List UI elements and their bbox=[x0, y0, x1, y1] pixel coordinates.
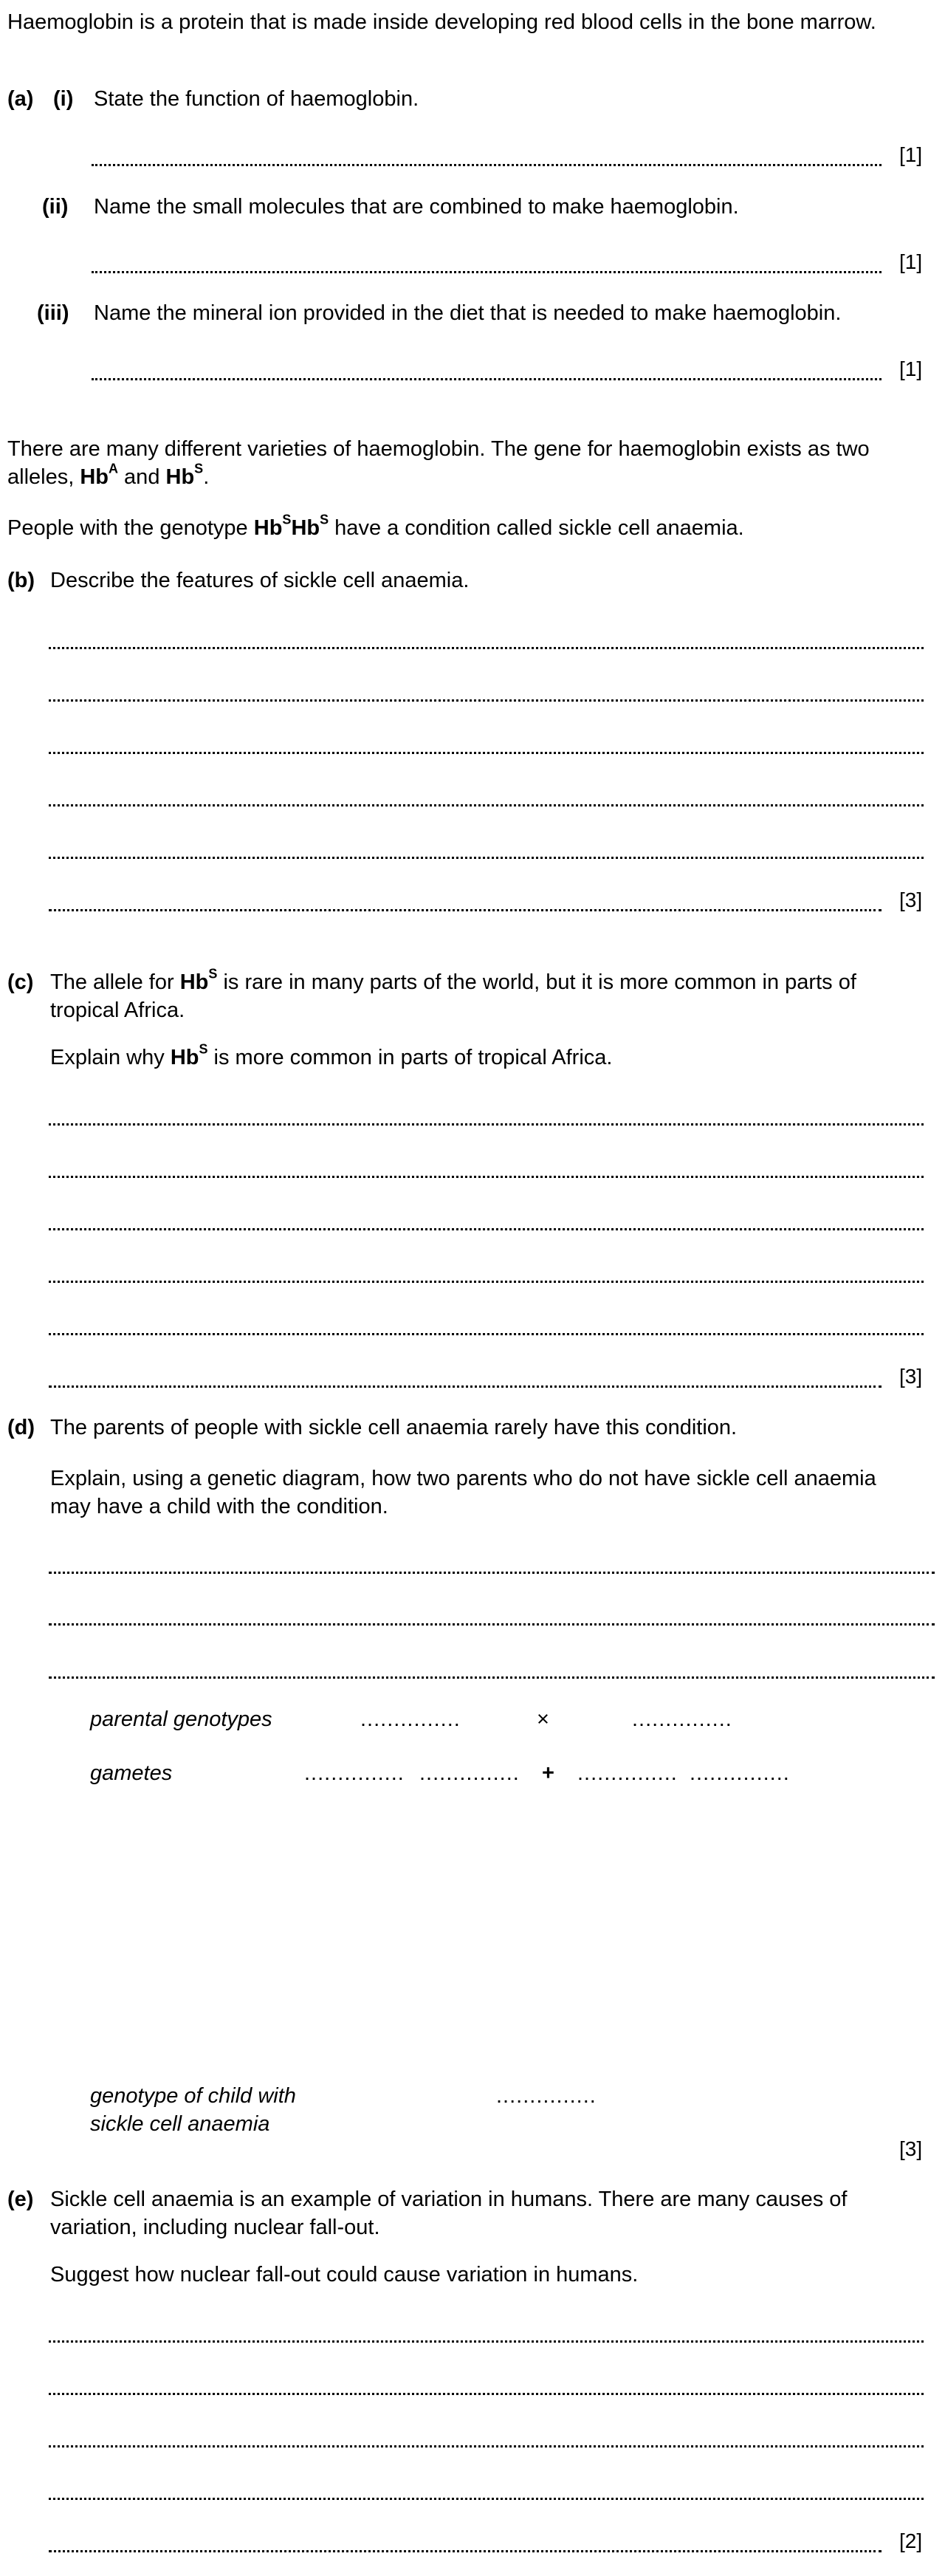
child-genotype-blank[interactable]: ............... bbox=[496, 2084, 597, 2108]
part-c-label: (c) bbox=[7, 970, 34, 994]
parent-1-blank[interactable]: ............... bbox=[360, 1707, 461, 1731]
part-b-question: Describe the features of sickle cell anaemia. bbox=[50, 569, 470, 592]
part-a-label: (a) bbox=[7, 87, 34, 111]
plus-symbol: + bbox=[542, 1761, 554, 1785]
answer-line[interactable] bbox=[49, 2340, 924, 2343]
marks-e: [2] bbox=[899, 2529, 923, 2552]
varieties-text: There are many different varieties of haemoglobin. The gene for haemoglobin exists as two alleles, $Hb^A$ and $Hb^S$. bbox=[7, 437, 870, 489]
answer-line[interactable] bbox=[49, 647, 924, 649]
answer-line[interactable] bbox=[92, 271, 882, 273]
gametes-label: gametes bbox=[90, 1761, 173, 1785]
part-a-iii-label: (iii) bbox=[37, 301, 69, 325]
answer-line[interactable] bbox=[49, 1385, 882, 1388]
answer-line[interactable] bbox=[49, 2550, 882, 2552]
part-e-question-1: Sickle cell anaemia is an example of variation in humans. There are many causes of variation, including nuclear fall-out. bbox=[50, 2188, 848, 2239]
child-genotype-label: genotype of child with sickle cell anaemia bbox=[90, 2084, 296, 2136]
answer-line[interactable] bbox=[49, 1333, 924, 1335]
gamete-2-blank[interactable]: ............... bbox=[419, 1761, 520, 1785]
marks-c: [3] bbox=[899, 1365, 923, 1388]
marks-a-i: [1] bbox=[899, 143, 923, 166]
answer-line[interactable] bbox=[49, 699, 924, 702]
part-a-ii-label: (ii) bbox=[42, 195, 69, 219]
part-e-question-2: Suggest how nuclear fall-out could cause variation in humans. bbox=[50, 2263, 639, 2286]
answer-line[interactable] bbox=[49, 857, 924, 859]
answer-line[interactable] bbox=[49, 2445, 924, 2447]
marks-a-ii: [1] bbox=[899, 250, 923, 273]
gamete-1-blank[interactable]: ............... bbox=[304, 1761, 405, 1785]
answer-line[interactable] bbox=[49, 1281, 924, 1283]
cross-symbol: × bbox=[537, 1707, 549, 1731]
part-a-ii-question: Name the small molecules that are combined to make haemoglobin. bbox=[94, 195, 739, 219]
genotype-sentence: People with the genotype $Hb^SHb^S$ have a condition called sickle cell anaemia. bbox=[7, 512, 744, 540]
part-a-iii-question: Name the mineral ion provided in the diet that is needed to make haemoglobin. bbox=[94, 301, 842, 325]
parent-2-blank[interactable]: ............... bbox=[632, 1707, 732, 1731]
answer-line[interactable] bbox=[49, 2393, 924, 2395]
answer-line[interactable] bbox=[92, 378, 882, 380]
answer-line[interactable] bbox=[49, 1676, 935, 1679]
answer-line[interactable] bbox=[49, 1572, 935, 1574]
marks-a-iii: [1] bbox=[899, 357, 923, 380]
gamete-4-blank[interactable]: ............... bbox=[690, 1761, 790, 1785]
answer-line[interactable] bbox=[92, 164, 882, 166]
part-d-label: (d) bbox=[7, 1416, 35, 1439]
part-a-i-question: State the function of haemoglobin. bbox=[94, 87, 419, 111]
answer-line[interactable] bbox=[49, 1176, 924, 1178]
answer-line[interactable] bbox=[49, 752, 924, 754]
answer-line[interactable] bbox=[49, 2498, 924, 2500]
answer-line[interactable] bbox=[49, 1623, 935, 1626]
part-e-label: (e) bbox=[7, 2188, 34, 2211]
part-d-question-2: Explain, using a genetic diagram, how two parents who do not have sickle cell anaemia may have a child with the condition. bbox=[50, 1467, 876, 1518]
part-c-question-2: Explain why $Hb^S$ is more common in parts of tropical Africa. bbox=[50, 1041, 613, 1069]
part-a-i-label: (i) bbox=[53, 87, 74, 111]
part-b-label: (b) bbox=[7, 569, 35, 592]
intro-text: Haemoglobin is a protein that is made inside developing red blood cells in the bone marrow. bbox=[7, 10, 876, 34]
gamete-3-blank[interactable]: ............... bbox=[577, 1761, 678, 1785]
answer-line[interactable] bbox=[49, 804, 924, 806]
part-d-question-1: The parents of people with sickle cell anaemia rarely have this condition. bbox=[50, 1416, 738, 1439]
marks-b: [3] bbox=[899, 888, 923, 911]
parental-genotypes-label: parental genotypes bbox=[90, 1707, 272, 1731]
part-c-question-1: The allele for $Hb^S$ is rare in many parts of the world, but it is more common in parts of tropical Africa. bbox=[50, 966, 856, 1022]
answer-line[interactable] bbox=[49, 1123, 924, 1126]
marks-d: [3] bbox=[899, 2137, 923, 2160]
answer-line[interactable] bbox=[49, 1228, 924, 1230]
answer-line[interactable] bbox=[49, 909, 882, 911]
